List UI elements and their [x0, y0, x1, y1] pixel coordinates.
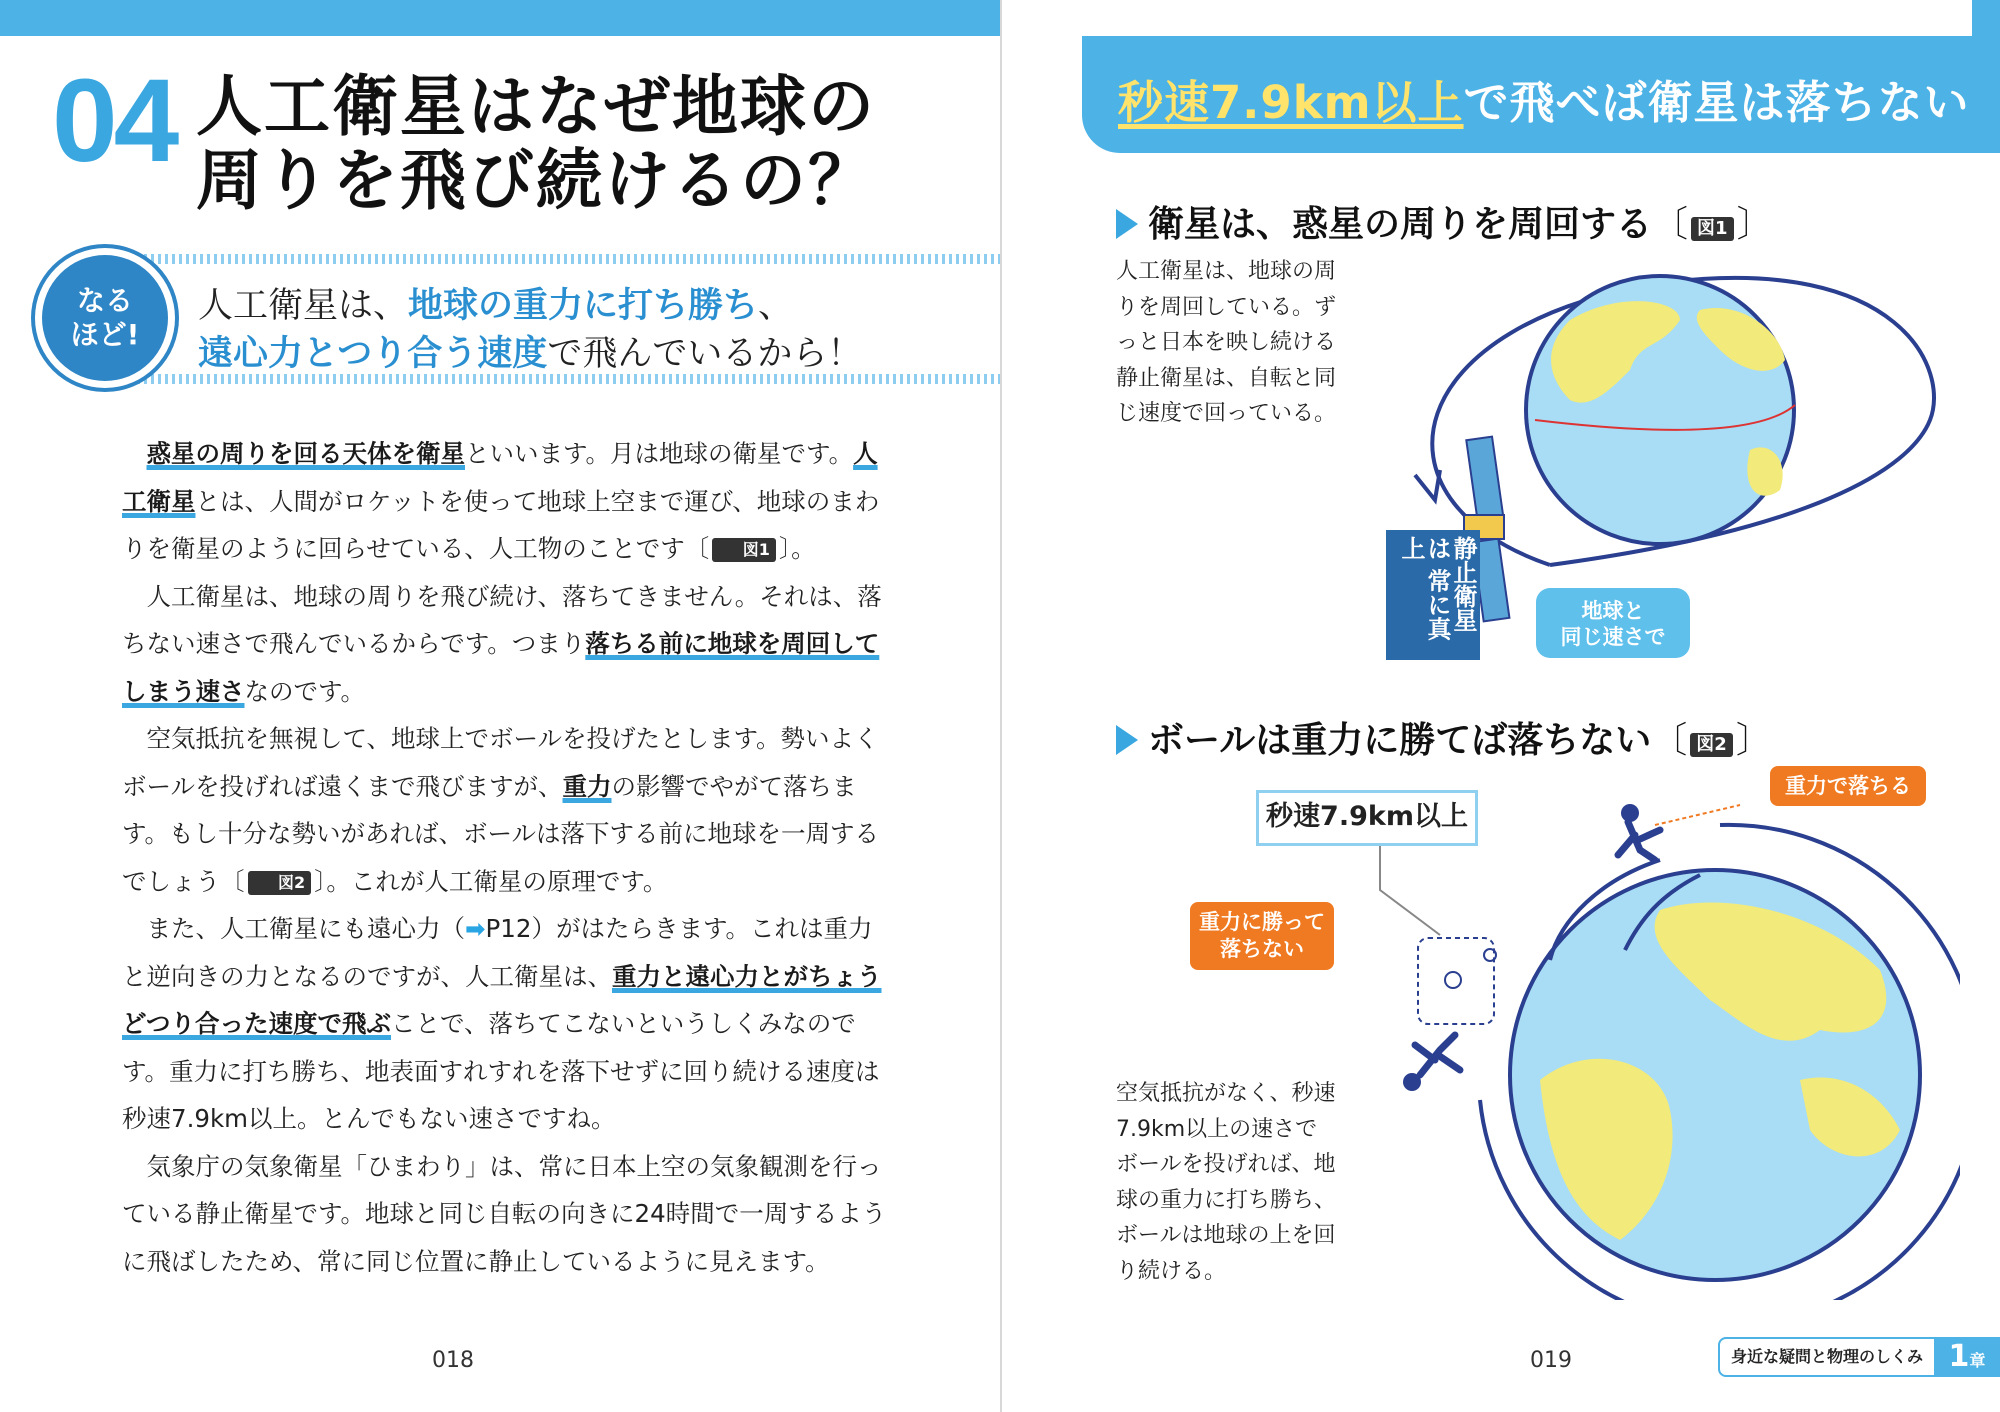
page-number-right: 019: [1530, 1348, 1572, 1373]
caption-line: ボールを投げれば、地: [1116, 1152, 1336, 1177]
person-throwing-icon: [1403, 1035, 1460, 1091]
caption-line: りを周回している。ず: [1116, 294, 1337, 320]
body-text: [122, 430, 897, 1285]
key-phrase: 惑星の周りを回る天体を衛星: [146, 439, 465, 468]
figure-ref: 図1: [1691, 217, 1734, 241]
page-title-line2: 周りを飛び続けるの？: [196, 142, 876, 219]
leader-line: [1380, 836, 1440, 935]
hint-text: 人工衛星は、: [198, 286, 409, 326]
hint-stripe-top: [130, 254, 1000, 264]
ball-icon: [1445, 972, 1461, 988]
caption-line: 人工衛星は、地球の周: [1116, 259, 1337, 284]
text: といいます。月は地球の衛星です。: [465, 439, 854, 468]
hint-line1: [198, 278, 793, 328]
section2-heading: ボールは重力に勝てば落ちない〔 図2 〕: [1116, 712, 1772, 763]
header-corner: [1972, 0, 2000, 36]
leader-line: [1655, 805, 1740, 825]
footer-label: 身近な疑問と物理のしくみ: [1718, 1337, 1936, 1377]
paragraph-2: [122, 573, 897, 716]
hint-line2: [198, 326, 862, 376]
hint-highlight: 地球の重力に打ち勝ち: [408, 286, 759, 326]
figure-ref: 図1: [712, 538, 776, 562]
header-highlight: 秒速7.9km以上: [1118, 76, 1464, 129]
section2-caption: [1116, 1076, 1366, 1289]
figure2-ball-orbit-illustration: [1360, 780, 1960, 1300]
label-geostationary: [1386, 530, 1480, 660]
header-title: [1118, 66, 1970, 131]
label-line: 重力に勝って: [1199, 910, 1325, 934]
label-line: 常に真上: [1397, 536, 1451, 641]
text: 空気抵抗を無視して、地球上でボールを投げたとします。勢いよくボールを投げれば遠くまで飛びますが、: [122, 724, 879, 801]
key-phrase: 人工衛星: [122, 439, 878, 516]
label-line: 落ちない: [1220, 937, 1304, 961]
section2-title: ボールは重力に勝てば落ちない: [1148, 720, 1652, 761]
text: また、人工衛星にも遠心力（: [146, 914, 465, 943]
page-number-left: 018: [432, 1348, 474, 1373]
caption-line: ボールは地球の上を回: [1116, 1223, 1336, 1248]
key-phrase: 重力と遠心力とがちょうどつり合った速度で飛ぶ: [122, 961, 882, 1038]
paragraph-1: [122, 430, 897, 573]
naruhodo-badge: [42, 255, 168, 381]
text: とは、人間がロケットを使って地球上空まで運び、地球のまわりを衛星のように回らせている、人工物のことです〔: [122, 486, 880, 563]
hint-text: で飛んでいるから！: [547, 334, 863, 374]
figure-ref: 図2: [248, 871, 312, 895]
header-top-gap: [1082, 0, 1972, 36]
chapter-number: 04: [52, 55, 176, 187]
person-throwing-icon: [1618, 804, 1660, 860]
badge-line1: なる: [76, 284, 133, 317]
text: 〕。: [778, 534, 816, 563]
caption-line: 静止衛星は、自転と同: [1116, 365, 1337, 391]
paragraph-4: [122, 905, 897, 1143]
section1-title: 衛星は、惑星の周りを周回する: [1148, 204, 1653, 245]
arrow-right-icon: ➡: [465, 914, 486, 943]
caption-line: じ速度で回っている。: [1116, 401, 1337, 426]
footer-chapter: [1934, 1337, 2000, 1377]
triangle-bullet-icon: [1116, 209, 1138, 239]
top-color-bar-left: [0, 0, 1000, 36]
text: 気象庁の気象衛星「ひまわり」は、常に日本上空の気象観測を行っている静止衛星です。地球と同じ自転の向きに24時間で一周するように飛ばしたため、常に同じ位置に静止しているように見えます。: [122, 1151, 887, 1276]
text: 〕。これが人工衛星の原理です。: [314, 866, 668, 896]
section1-heading: 衛星は、惑星の周りを周回する〔 図1 〕: [1116, 196, 1773, 247]
bubble-line: 地球と: [1581, 599, 1645, 623]
text: P12）がはたらきます。これは重力と逆向きの力となるのですが、人工衛星は、: [122, 914, 873, 991]
badge-line2: ほど!: [70, 318, 140, 351]
paragraph-3: [122, 715, 897, 905]
hint-text: 、: [758, 286, 794, 326]
label-speed: 秒速7.9km以上: [1256, 790, 1478, 846]
chapter-suffix: 章: [1969, 1351, 1986, 1370]
key-phrase: 落ちる前に地球を周回してしまう速さ: [122, 629, 880, 706]
caption-line: 球の重力に打ち勝ち、: [1116, 1187, 1337, 1213]
page-gutter: [1000, 0, 1002, 1412]
label-beats-gravity: [1190, 902, 1334, 970]
hint-highlight: 遠心力とつり合う速度: [198, 334, 548, 374]
key-phrase: 重力: [562, 771, 612, 801]
figure-ref: 図2: [1690, 733, 1733, 757]
text: 人工衛星は、地球の周りを飛び続け、落ちてきません。それは、落ちない速さで飛んでいるからです。つまり: [122, 581, 882, 658]
label-falls-by-gravity: 重力で落ちる: [1770, 766, 1926, 806]
section1-caption: [1116, 254, 1366, 432]
caption-line: 空気抵抗がなく、秒速: [1116, 1081, 1336, 1106]
caption-line: り続ける。: [1116, 1258, 1227, 1284]
text: なのです。: [244, 676, 366, 706]
text: の影響でやがて落ちます。もし十分な勢いがあれば、ボールは落下する前に地球を一周するでしょう〔: [122, 771, 880, 896]
header-text: で飛べば衛星は落ちない: [1463, 76, 1970, 129]
caption-line: 7.9km以上の速さで: [1116, 1116, 1318, 1142]
label-line: 静止衛星は: [1423, 536, 1477, 632]
caption-line: っと日本を映し続ける: [1116, 330, 1337, 355]
triangle-bullet-icon: [1116, 725, 1138, 755]
bubble-same-speed: [1536, 588, 1690, 658]
bubble-line: 同じ速さで: [1560, 625, 1666, 649]
chapter-num: 1: [1948, 1339, 1970, 1374]
paragraph-5: [122, 1143, 897, 1286]
text: ことで、落ちてこないというしくみなのです。重力に打ち勝ち、地表面すれすれを落下せずに回り続ける速度は秒速7.9km以上。とんでもない速さですね。: [122, 1009, 880, 1133]
chapter-footer-tab: [1718, 1333, 2000, 1379]
page-title-line1: 人工衛星はなぜ地球の: [196, 68, 876, 145]
